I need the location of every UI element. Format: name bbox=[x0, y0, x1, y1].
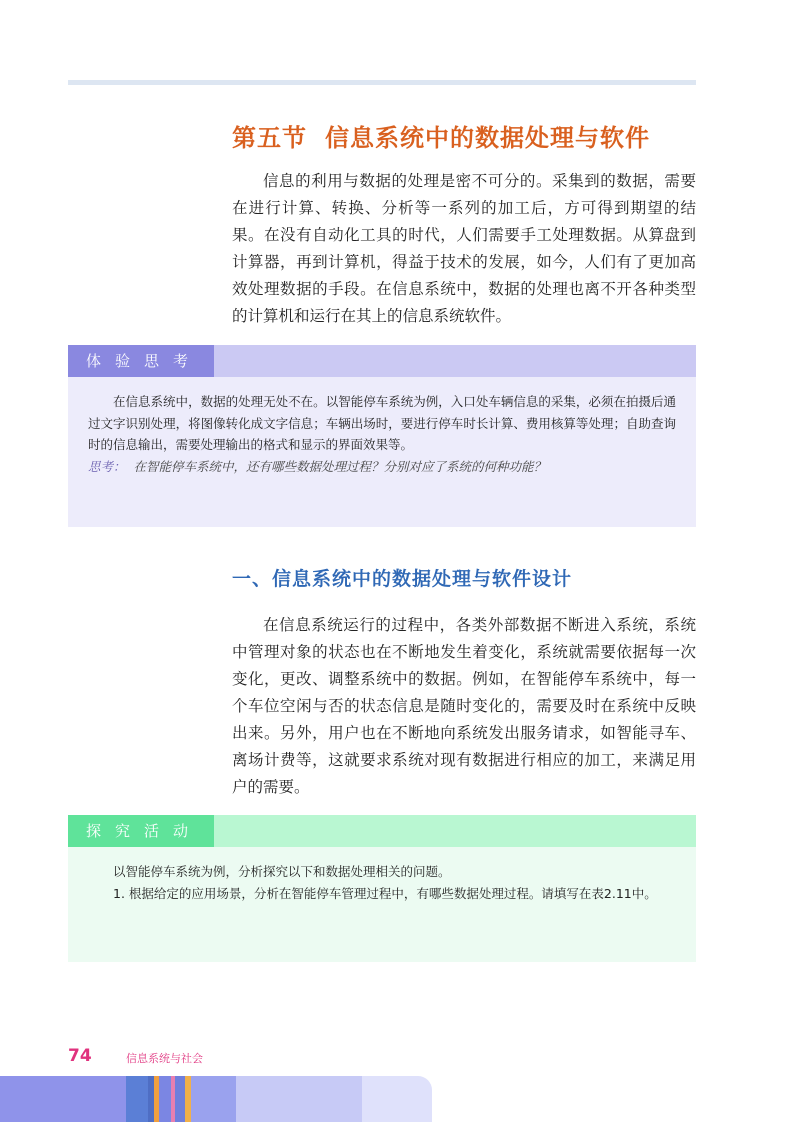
experience-box-title: 体验思考 bbox=[68, 345, 214, 377]
think-question bbox=[88, 456, 676, 478]
footer-decoration-band bbox=[0, 1076, 432, 1122]
footer-stripe bbox=[236, 1076, 362, 1122]
activity-box-header bbox=[68, 815, 696, 847]
activity-box-body bbox=[68, 847, 696, 962]
think-label: 思考： bbox=[88, 458, 126, 474]
page-number: 74 bbox=[68, 1046, 92, 1066]
experience-box-text: 在信息系统中，数据的处理无处不在。以智能停车系统为例，入口处车辆信息的采集，必须在拍摄后通过文字识别处理，将图像转化成文字信息；车辆出场时，要进行停车时长计算、费用核算等处理；自助查询时的信息输出，需要处理输出的格式和显示的界面效果等。 bbox=[88, 394, 676, 452]
experience-box-header bbox=[68, 345, 696, 377]
think-text: 在智能停车系统中，还有哪些数据处理过程？分别对应了系统的何种功能？ bbox=[133, 458, 547, 474]
footer-stripe bbox=[191, 1076, 236, 1122]
subsection-paragraph: 在信息系统运行的过程中，各类外部数据不断进入系统，系统中管理对象的状态也在不断地发生着变化，系统就需要依据每一次变化，更改、调整系统中的数据。例如，在智能停车系统中，每一个车位空闲与否的状态信息是随时变化的，需要及时在系统中反映出来。另外，用户也在不断地向系统发出服务请求，如智能寻车、离场计费等，这就要求系统对现有数据进行相应的加工，来满足用户的需要。 bbox=[232, 616, 696, 796]
footer-stripe bbox=[175, 1076, 185, 1122]
section-number: 第五节 bbox=[232, 124, 307, 152]
activity-intro: 以智能停车系统为例，分析探究以下和数据处理相关的问题。 bbox=[113, 864, 451, 879]
section-heading bbox=[232, 118, 650, 153]
activity-box-title: 探究活动 bbox=[68, 815, 214, 847]
intro-paragraph: 信息的利用与数据的处理是密不可分的。采集到的数据，需要在进行计算、转换、分析等一系列的加工后，方可得到期望的结果。在没有自动化工具的时代，人们需要手工处理数据。从算盘到计算器，再到计算机，得益于技术的发展，如今，人们有了更加高效处理数据的手段。在信息系统中，数据的处理也离不开各种类型的计算机和运行在其上的信息系统软件。 bbox=[232, 172, 696, 325]
experience-box-body bbox=[68, 377, 696, 527]
top-rule bbox=[68, 80, 696, 85]
section-title: 信息系统中的数据处理与软件 bbox=[325, 124, 650, 152]
subsection-title: 一、信息系统中的数据处理与软件设计 bbox=[232, 568, 573, 590]
activity-item-1: 1. 根据给定的应用场景，分析在智能停车管理过程中，有哪些数据处理过程。请填写在表2.11中。 bbox=[113, 885, 657, 901]
book-title: 信息系统与社会 bbox=[126, 1052, 203, 1065]
footer-stripe bbox=[159, 1076, 171, 1122]
footer-stripe bbox=[0, 1076, 126, 1122]
footer-stripe bbox=[126, 1076, 148, 1122]
